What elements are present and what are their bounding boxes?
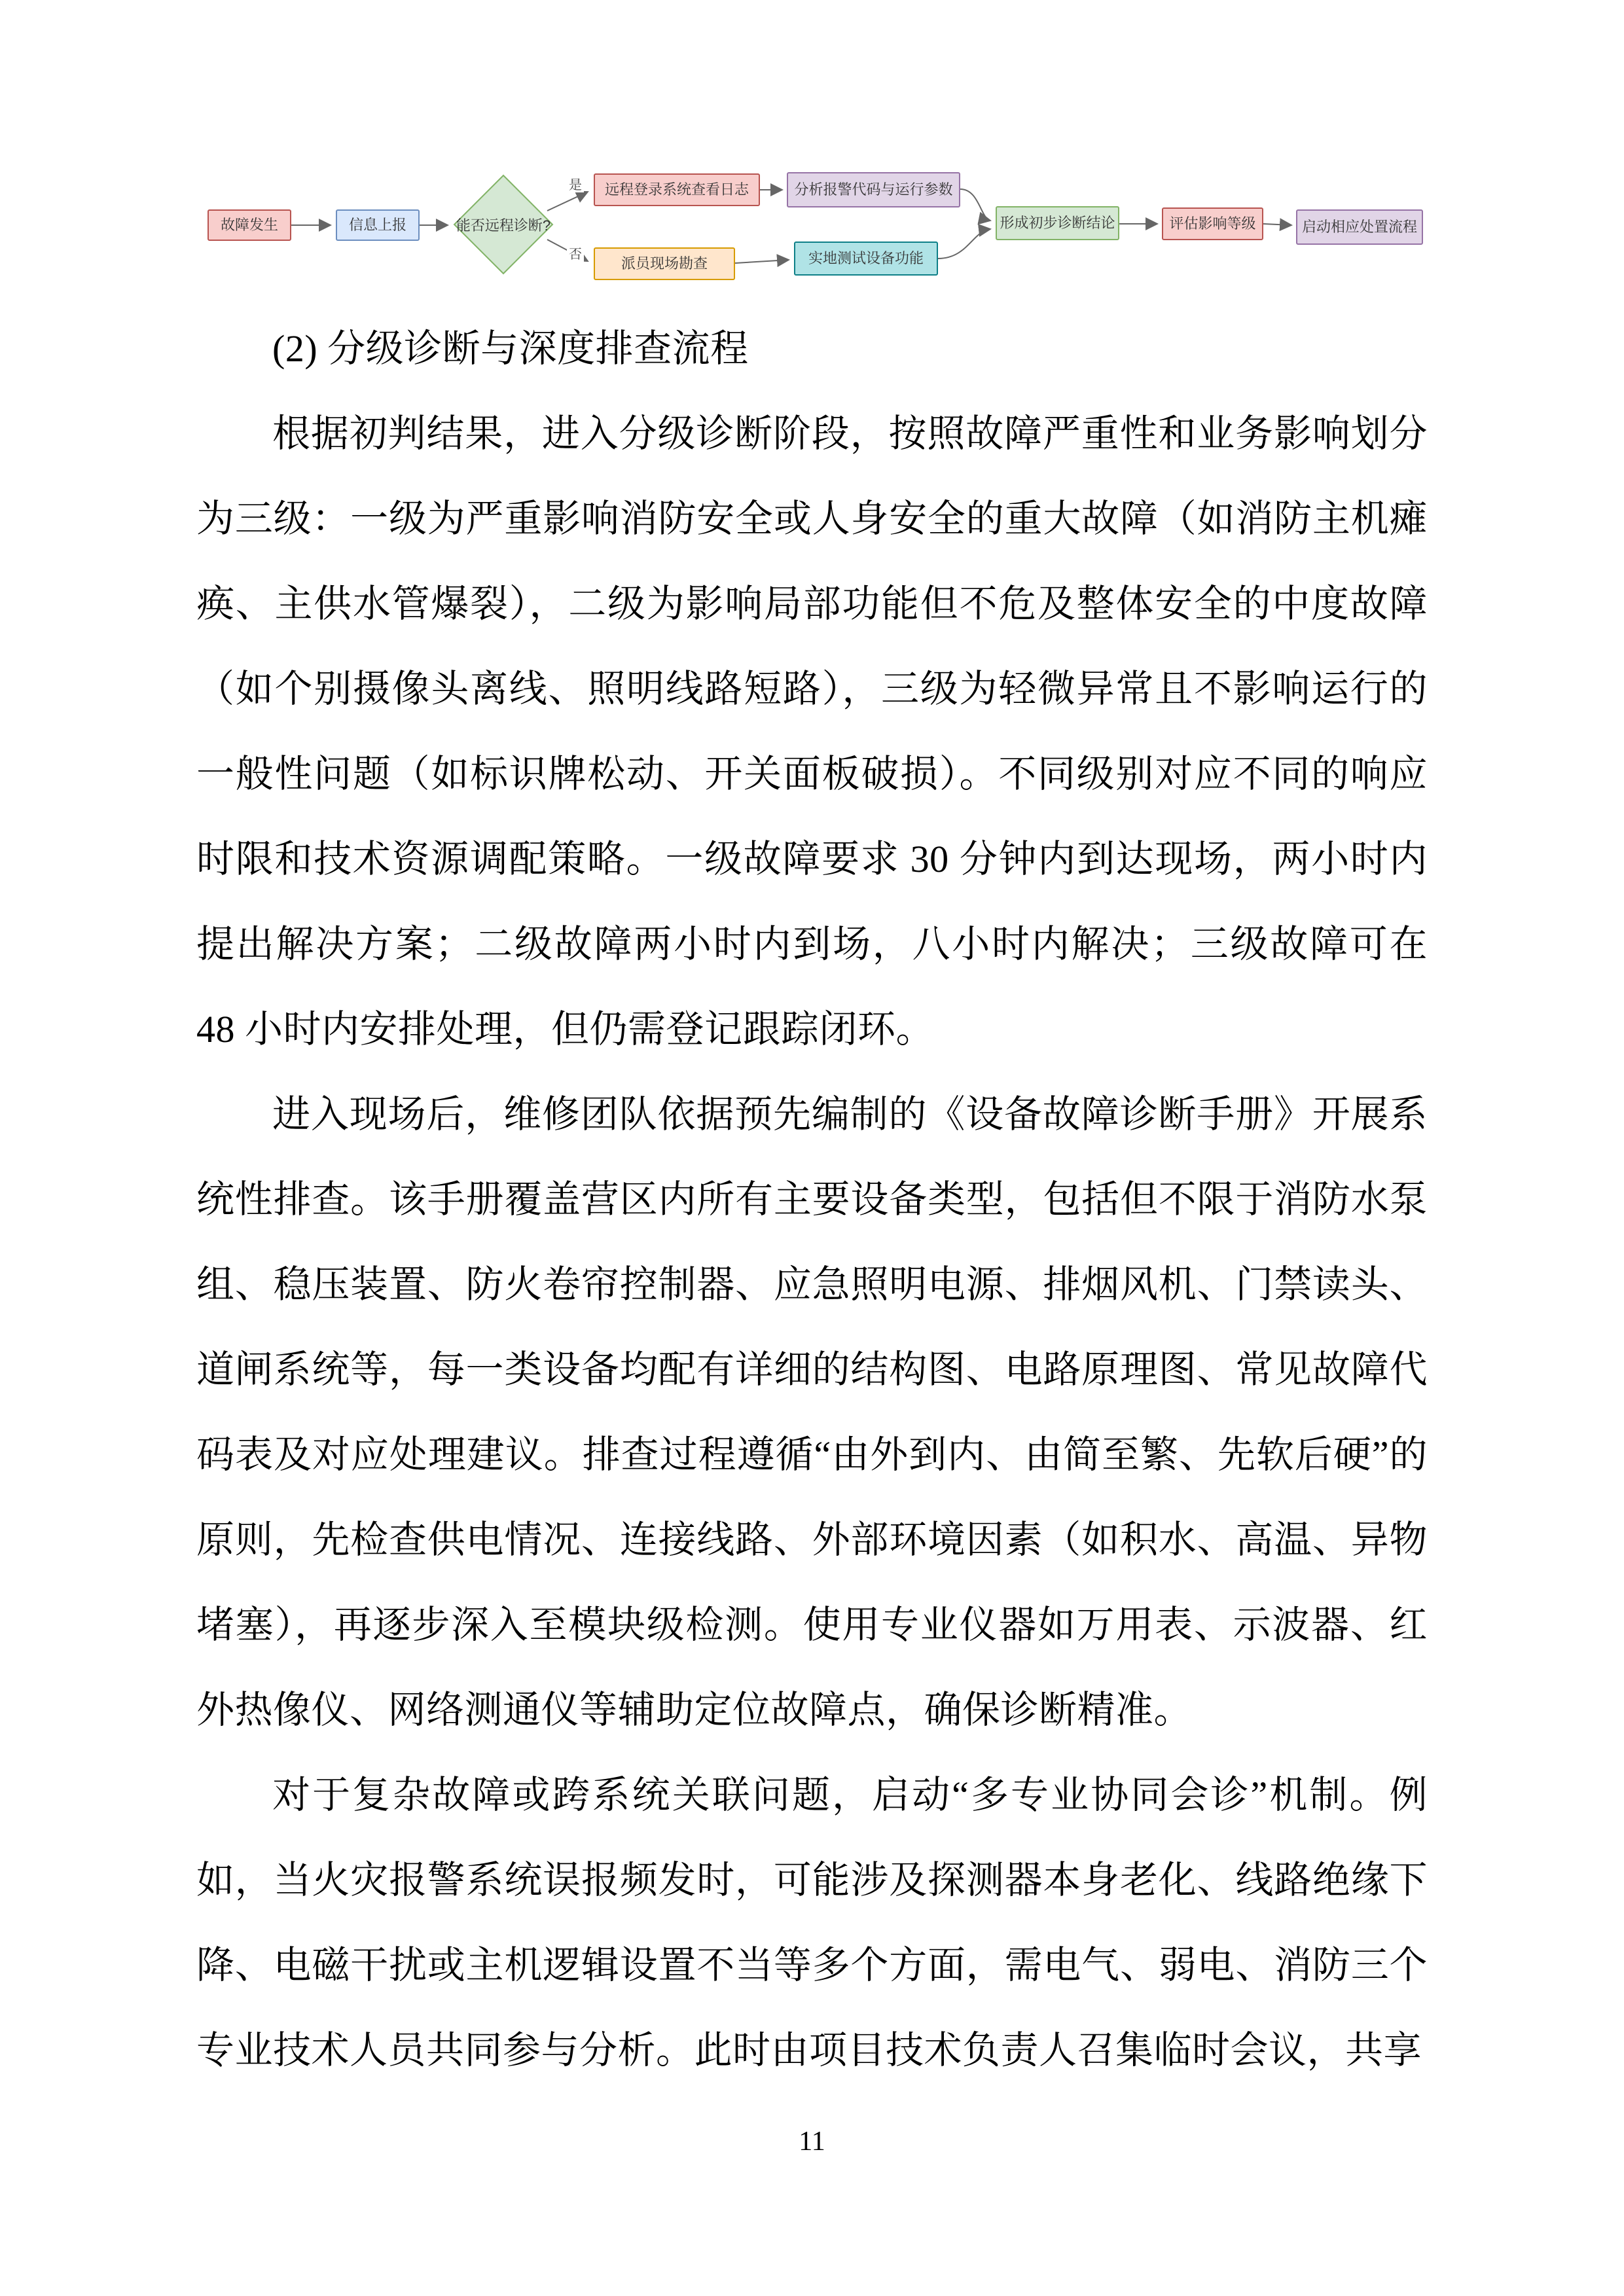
- fault-diagnosis-flowchart: [0, 0, 1624, 301]
- edge-label-yes: 是: [567, 178, 584, 192]
- section-heading: (2) 分级诊断与深度排查流程: [272, 327, 749, 370]
- decision-label: 能否远程诊断?: [456, 217, 551, 234]
- flow-node-preliminary-conclusion: 形成初步诊断结论: [996, 206, 1119, 240]
- flow-node-field-test-equipment: 实地测试设备功能: [794, 242, 938, 276]
- body-paragraph: 进入现场后，维修团队依据预先编制的《设备故障诊断手册》开展系统性排查。该手册覆盖营区内所有主要设备类型，包括但不限于消防水泵组、稳压装置、防火卷帘控制器、应急照明电源、排烟风机、门禁读头、道闸系统等，每一类设备均配有详细的结构图、电路原理图、常见故障代码表及对应处理建议。排查过程遵循“由外到内、由简至繁、先软后硬”的原则，先检查供电情况、连接线路、外部环境因素（如积水、高温、异物堵塞），再逐步深入至模块级检测。使用专业仪器如万用表、示波器、红外热像仪、网络测通仪等辅助定位故障点，确保诊断精准。: [196, 1093, 1428, 1731]
- flow-node-fault-occurrence: 故障发生: [208, 209, 291, 241]
- flow-node-dispatch-site-survey: 派员现场勘查: [594, 247, 735, 280]
- edge-label-no: 否: [567, 247, 584, 262]
- body-paragraph: 对于复杂故障或跨系统关联问题，启动“多专业协同会诊”机制。例如，当火灾报警系统误报频发时，可能涉及探测器本身老化、线路绝缘下降、电磁干扰或主机逻辑设置不当等多个方面，需电气、弱电、消防三个专业技术人员共同参与分析。此时由项目技术负责人召集临时会议，共享: [196, 1774, 1428, 2072]
- page-number: 11: [799, 2126, 825, 2157]
- flow-node-remote-diagnosis-decision: [452, 175, 555, 274]
- flow-node-remote-login-check-logs: 远程登录系统查看日志: [594, 173, 760, 206]
- flow-node-start-disposal-process: 启动相应处置流程: [1296, 209, 1423, 245]
- flow-node-info-report: 信息上报: [336, 209, 420, 241]
- flow-node-assess-impact-level: 评估影响等级: [1162, 207, 1263, 240]
- flow-node-analyze-alarm-codes: 分析报警代码与运行参数: [787, 172, 960, 207]
- body-paragraph: 根据初判结果，进入分级诊断阶段，按照故障严重性和业务影响划分为三级：一级为严重影响消防安全或人身安全的重大故障（如消防主机瘫痪、主供水管爆裂），二级为影响局部功能但不危及整体安全的中度故障（如个别摄像头离线、照明线路短路），三级为轻微异常且不影响运行的一般性问题（如标识牌松动、开关面板破损）。不同级别对应不同的响应时限和技术资源调配策略。一级故障要求 30 分钟内到达现场，两小时内提出解决方案；二级故障两小时内到场，八小时内解决；三级故障可在 48 小时内安排处理，但仍需登记跟踪闭环。: [196, 412, 1428, 1050]
- document-body: [196, 306, 1428, 2093]
